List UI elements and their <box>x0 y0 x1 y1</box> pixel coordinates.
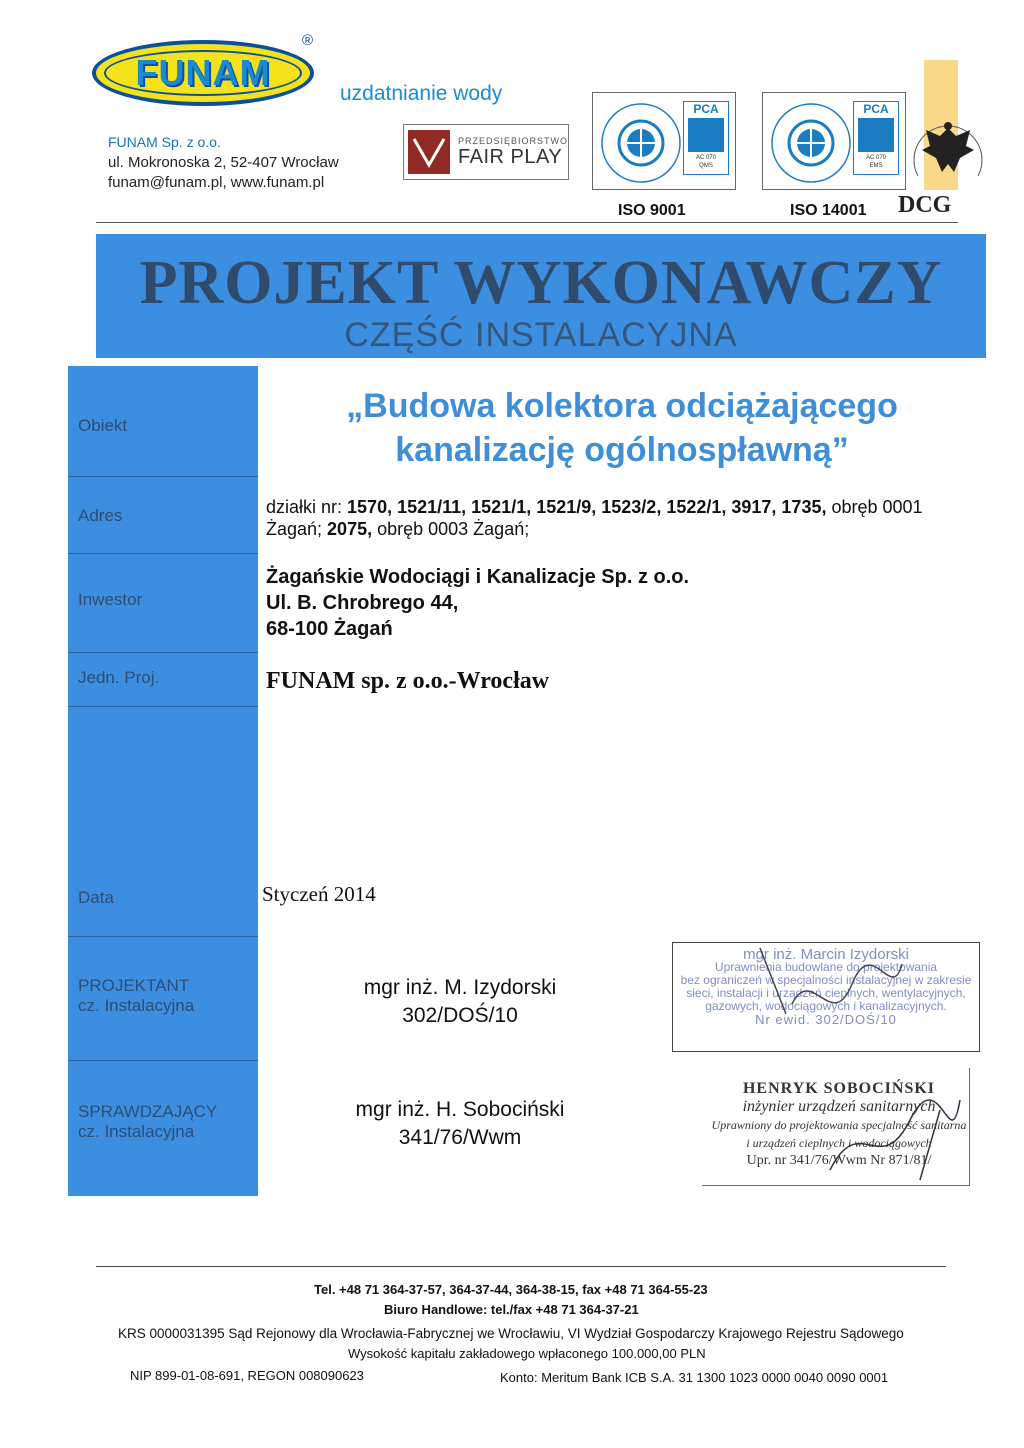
stamp-line: Nr ewid. 302/DOŚ/10 <box>755 1012 897 1027</box>
stamp-line: bez ograniczeń w specjalności instalacyjnej w zakresie <box>680 973 972 987</box>
row-divider <box>68 706 258 707</box>
registered-mark: ® <box>302 32 314 49</box>
designer-number: 302/DOŚ/10 <box>402 1004 518 1027</box>
iso-14001-label: ISO 14001 <box>790 202 867 219</box>
checker-name: mgr inż. H. Sobociński <box>355 1098 565 1121</box>
design-unit: FUNAM sp. z o.o.-Wrocław <box>266 668 550 694</box>
address-city: Żagań; <box>266 519 328 539</box>
checkmark-icon <box>408 130 450 174</box>
label-projektant: PROJEKTANT <box>78 976 190 995</box>
footer-office: Biuro Handlowe: tel./fax +48 71 364-37-21 <box>384 1302 639 1317</box>
address-district: obręb 0003 Żagań; <box>372 519 530 539</box>
polish-chamber-seal-icon <box>599 101 683 185</box>
checker-block <box>290 1096 630 1152</box>
company-name: FUNAM Sp. z o.o. <box>108 134 221 150</box>
document-subtitle: CZĘŚĆ INSTALACYJNA <box>344 316 738 354</box>
company-contact: funam@funam.pl, www.funam.pl <box>108 174 325 191</box>
stamp-line: mgr inż. Marcin Izydorski <box>743 946 909 963</box>
row-divider <box>68 652 258 653</box>
address-plot-2: 2075, <box>327 519 373 539</box>
checker-signature-icon <box>820 1090 970 1190</box>
eagle-emblem-icon <box>912 106 984 196</box>
address-plots: 1570, 1521/11, 1521/1, 1521/9, 1523/2, 1522/1, 3917, 1735, <box>347 497 827 517</box>
investor-name: Żagańskie Wodociągi i Kanalizacje Sp. z o.o. <box>266 566 690 588</box>
fair-play-small: PRZEDSIĘBIORSTWO <box>457 135 568 146</box>
funam-logo <box>92 40 314 106</box>
footer-divider <box>96 1266 946 1267</box>
investor-street: Ul. B. Chrobrego 44, <box>266 592 459 614</box>
checker-number: 341/76/Wwm <box>398 1126 522 1149</box>
footer-capital: Wysokość kapitału zakładowego wpłaconego 100.000,00 PLN <box>348 1346 706 1361</box>
object-title-line1: „Budowa kolektora odciążającego <box>346 387 898 425</box>
investor-text <box>266 564 689 642</box>
row-divider <box>68 553 258 554</box>
dcg-label: DCG <box>898 192 952 218</box>
label-inwestor: Inwestor <box>78 590 143 609</box>
fair-play-badge <box>403 124 569 180</box>
label-jedn-proj: Jedn. Proj. <box>78 668 160 687</box>
label-data: Data <box>78 888 114 907</box>
stamp-line: i urządzeń cieplnych i wodociągowych <box>746 1136 932 1150</box>
label-sprawdzajacy-part: cz. Instalacyjna <box>78 1122 195 1141</box>
investor-city: 68-100 Żagań <box>266 618 393 640</box>
designer-signature-icon <box>752 944 952 1054</box>
polish-chamber-seal-icon <box>769 101 853 185</box>
stamp-line: Uprawniony do projektowania specjalność sanitarna <box>711 1118 967 1132</box>
stamp-line: inżynier urządzeń sanitarnych <box>742 1098 936 1115</box>
address-suffix: obręb 0001 <box>826 497 923 517</box>
iso-9001-label: ISO 9001 <box>618 202 686 219</box>
pca-code: AC 070 <box>865 155 886 161</box>
row-divider <box>68 1060 258 1061</box>
stamp-line: Uprawnienia budowlane do projektowania <box>714 960 938 974</box>
footer-bank: Konto: Meritum Bank ICB S.A. 31 1300 1023 0000 0040 0090 0001 <box>500 1370 889 1385</box>
iso-14001-certificate <box>762 92 906 190</box>
footer-krs: KRS 0000031395 Sąd Rejonowy dla Wrocławia-Fabrycznej we Wrocławiu, VI Wydział Gospodarczy Krajowego Rejestru Sądowego <box>118 1326 904 1341</box>
label-sprawdzajacy: SPRAWDZAJĄCY <box>78 1102 218 1121</box>
iso-9001-certificate <box>592 92 736 190</box>
designer-name: mgr inż. M. Izydorski <box>363 976 557 999</box>
logo-text: FUNAM <box>135 52 271 93</box>
label-obiekt: Obiekt <box>78 416 128 435</box>
object-title-line2: kanalizację ogólnospławną” <box>395 431 849 469</box>
designer-block <box>290 974 630 1030</box>
row-divider <box>68 476 258 477</box>
pca-label: PCA <box>863 102 889 116</box>
label-column <box>68 366 258 1196</box>
label-adres: Adres <box>78 506 123 525</box>
object-title <box>262 384 982 472</box>
pca-system: QMS <box>699 163 713 169</box>
stamp-line: Upr. nr 341/76/Wwm Nr 871/81/ <box>746 1153 932 1168</box>
row-divider <box>68 936 258 937</box>
label-projektant-part: cz. Instalacyjna <box>78 996 195 1015</box>
pca-system: EMS <box>869 163 883 169</box>
fair-play-big: FAIR PLAY <box>457 145 563 168</box>
stamp-line: HENRYK SOBOCIŃSKI <box>742 1080 936 1097</box>
header-divider <box>96 222 958 223</box>
address-text <box>266 496 986 540</box>
document-title: PROJEKT WYKONAWCZY <box>139 249 943 317</box>
tagline: uzdatnianie wody <box>340 82 503 105</box>
stamp-line: gazowych, wodociągowych i kanalizacyjnych. <box>705 999 947 1013</box>
address-prefix: działki nr: <box>266 497 348 517</box>
pca-code: AC 070 <box>695 155 716 161</box>
footer-nip: NIP 899-01-08-691, REGON 008090623 <box>130 1368 364 1383</box>
footer-phone: Tel. +48 71 364-37-57, 364-37-44, 364-38-15, fax +48 71 364-55-23 <box>314 1282 708 1297</box>
stamp-line: sieci, instalacji i urządzeń cieplnych, wentylacyjnych, <box>686 986 966 1000</box>
document-date: Styczeń 2014 <box>262 882 376 906</box>
company-address: ul. Mokronoska 2, 52-407 Wrocław <box>108 154 339 171</box>
pca-label: PCA <box>693 102 719 116</box>
